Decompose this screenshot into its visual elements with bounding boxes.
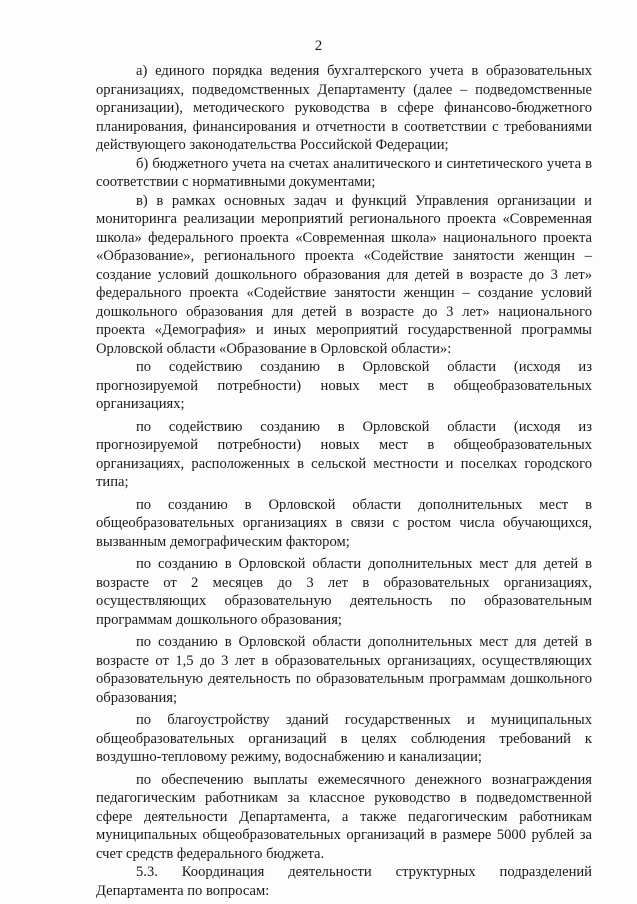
paragraph-item: по обеспечению выплаты ежемесячного денежного вознаграждения педагогическим работникам за классное руководство в подведомственной сфере деятельности Департамента, а также педагогическим работникам муниципальных общеобразовательных организаций в размере 5000 рублей за счет средств федерального бюджета. [96, 771, 592, 862]
paragraph-item: по содействию созданию в Орловской области (исходя из прогнозируемой потребности) новых мест в общеобразовательных организациях, расположенных в сельской местности и поселках городского типа; [96, 418, 592, 490]
paragraph-item: по созданию в Орловской области дополнительных мест в общеобразовательных организациях в связи с ростом числа обучающихся, вызванным демографическим фактором; [96, 496, 592, 550]
paragraph-item: по благоустройству зданий государственных и муниципальных общеобразовательных организаций в целях соблюдения требований к воздушно-тепловому режиму, водоснабжению и канализации; [96, 712, 592, 765]
paragraph-v: в) в рамках основных задач и функций Управления организации и мониторинга реализации мероприятий регионального проекта «Современная школа» федерального проекта «Современная школа» национального проекта «Образование», регионального проекта «Содействие занятости женщин – создание условий дошкольного образования для детей в возрасте до 3 лет» федерального проекта «Содействие занятости женщин – создание условий дошкольного образования для детей в возрасте до 3 лет» национального проекта «Демография» и иных мероприятий государственной программы Орловской области «Образование в Орловской области»: [96, 192, 592, 357]
paragraph-a: а) единого порядка ведения бухгалтерского учета в образовательных организациях, подведомственных Департаменту (далее – подведомственные организации), методического руководства в сфере финансово-бюджетного планирования, финансирования и отчетности в соответствии с требованиями действующего законодательства Российской Федерации; [96, 63, 592, 153]
paragraph-section-5-3: 5.3. Координация деятельности структурных подразделений Департамента по вопросам: [96, 864, 592, 899]
paragraph-item: по созданию в Орловской области дополнительных мест для детей в возрасте от 1,5 до 3 лет в образовательных организациях, осуществляющих образовательную деятельность по образовательным программам дошкольного образования; [96, 634, 592, 706]
document-body [96, 62, 592, 900]
paragraph-b: б) бюджетного учета на счетах аналитического и синтетического учета в соответствии с нормативными документами; [96, 155, 592, 190]
paragraph-item: по содействию созданию в Орловской области (исходя из прогнозируемой потребности) новых мест в общеобразовательных организациях; [96, 359, 592, 412]
page-number: 2 [314, 38, 323, 54]
paragraph-item: по созданию в Орловской области дополнительных мест для детей в возрасте от 2 месяцев до 3 лет в образовательных организациях, осуществляющих образовательную деятельность по образовательным программам дошкольного образования; [96, 556, 592, 628]
